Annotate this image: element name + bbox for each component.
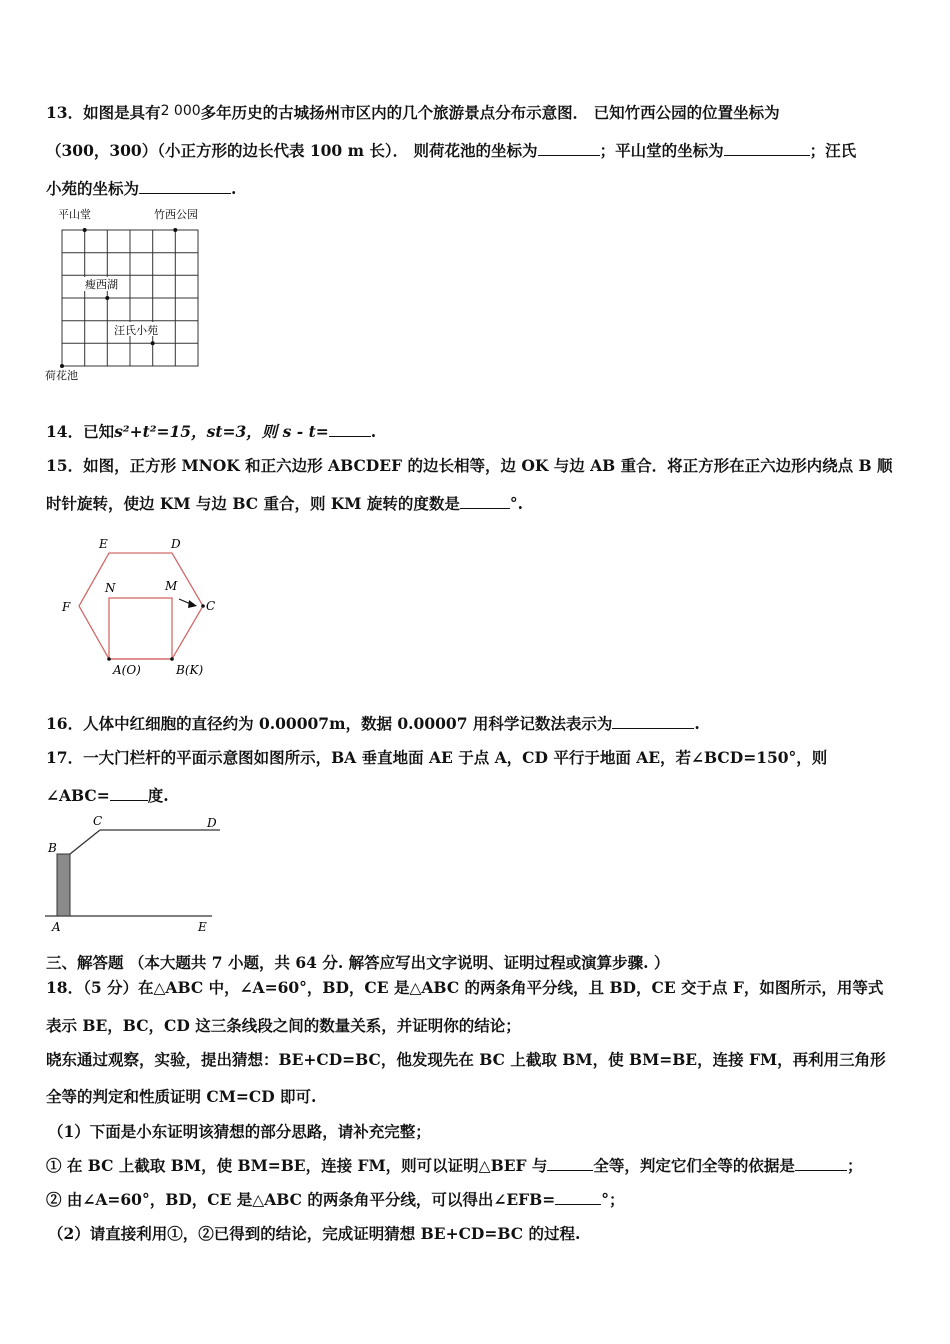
q14-blank[interactable] xyxy=(329,436,371,437)
q17-text-2a: ∠ABC= xyxy=(46,786,110,805)
q17-line1: 17．一大门栏杆的平面示意图如图所示，BA 垂直地面 AE 于点 A，CD 平行于地面 AE，若∠BCD=150°，则 xyxy=(46,748,828,767)
q15-label-C: C xyxy=(206,599,216,613)
q17-blank[interactable] xyxy=(110,800,148,801)
q17-gate-svg xyxy=(40,812,230,936)
q13-point-hehuachi xyxy=(60,364,64,368)
q13-blank-wangshi[interactable] xyxy=(139,193,231,194)
q18-line2: 表示 BE，BC，CD 这三条线段之间的数量关系，并证明你的结论； xyxy=(46,1016,521,1035)
q14-text-a: 14．已知 xyxy=(46,422,115,441)
q13-grid-figure xyxy=(40,204,220,386)
q15-hexagon-figure xyxy=(55,534,235,682)
q18-text-7a: ② 由∠A=60°，BD，CE 是△ABC 的两条角平分线，可以得出∠EFB= xyxy=(46,1190,556,1209)
q15-label-A: A(O) xyxy=(113,663,141,677)
q15-text-2a: 时针旋转，使边 KM 与边 BC 重合，则 KM 旋转的度数是 xyxy=(46,494,460,513)
q15-point-B xyxy=(170,657,174,661)
q13-line3 xyxy=(46,177,236,199)
q18-line6 xyxy=(46,1154,862,1176)
q15-line1: 15．如图，正方形 MNOK 和正六边形 ABCDEF 的边长相等，边 OK 与边 AB 重合．将正方形在正六边形内绕点 B 顺 xyxy=(46,456,893,475)
q15-blank[interactable] xyxy=(460,508,510,509)
q16-text-a: 16．人体中红细胞的直径约为 0.00007m，数据 0.00007 用科学记数法表示为 xyxy=(46,714,613,733)
q15-label-E: E xyxy=(99,537,108,551)
q13-grid-svg xyxy=(40,204,220,386)
q13-text-1b: 多年历史的古城扬州市区内的几个旅游景点分布示意图． 已知竹西公园的位置坐标为 xyxy=(200,103,780,122)
q14-text-b: . xyxy=(370,422,377,441)
q18-blank-congruent[interactable] xyxy=(547,1170,593,1171)
q13-point-shouxihu xyxy=(105,296,109,300)
q13-blank-hehuachi[interactable] xyxy=(538,155,600,156)
q18-text-7b: °； xyxy=(601,1190,625,1209)
q13-label-pingshantang: 平山堂 xyxy=(58,208,91,221)
q15-square xyxy=(109,598,172,659)
q13-label-hehuachi: 荷花池 xyxy=(45,369,78,382)
q14-expression: s²+t²=15，st=3，则 s - t= xyxy=(114,422,329,441)
q17-segment-BC xyxy=(70,830,100,854)
q13-point-wangshi xyxy=(151,341,155,345)
q13-text-3b: . xyxy=(231,179,237,198)
q17-label-D: D xyxy=(207,816,217,830)
q13-line1 xyxy=(46,101,780,123)
q15-label-B: B(K) xyxy=(176,663,204,677)
q13-label-wangshi: 汪氏小苑 xyxy=(114,324,158,337)
q18-blank-basis[interactable] xyxy=(795,1170,847,1171)
q15-label-M: M xyxy=(165,579,178,593)
q13-blank-pingshantang[interactable] xyxy=(724,155,810,156)
q15-arrow-head xyxy=(188,600,197,608)
q17-label-B: B xyxy=(48,841,57,855)
q18-text-6a: ① 在 BC 上截取 BM，使 BM=BE，连接 FM，则可以证明△BEF 与 xyxy=(46,1156,548,1175)
q18-line7 xyxy=(46,1188,625,1210)
q15-point-A xyxy=(107,657,111,661)
q18-blank-angle[interactable] xyxy=(555,1204,601,1205)
q13-label-zhuxi: 竹西公园 xyxy=(154,208,198,221)
q16-line xyxy=(46,712,700,734)
q13-point-zhuxi xyxy=(173,228,177,232)
q17-label-A: A xyxy=(52,920,61,934)
q17-post-BA xyxy=(57,854,70,916)
section3-heading: 三、解答题 （本大题共 7 小题，共 64 分. 解答应写出文字说明、证明过程或演算步骤. ） xyxy=(46,953,670,972)
q13-line2 xyxy=(46,139,856,161)
q15-hexagon xyxy=(79,553,203,659)
q13-text-2b: ；平山堂的坐标为 xyxy=(599,141,724,160)
q17-label-C: C xyxy=(93,814,103,828)
q18-line1: 18．（5 分）在△ABC 中，∠A=60°，BD，CE 是△ABC 的两条角平分线，且 BD，CE 交于点 F，如图所示，用等式 xyxy=(46,978,884,997)
q15-label-D: D xyxy=(171,537,181,551)
q13-grid-lines xyxy=(62,230,198,366)
q15-label-N: N xyxy=(105,581,116,595)
q14-line xyxy=(46,420,376,442)
q13-text-2a: （300，300）（小正方形的边长代表 100 m 长）． 则荷花池的坐标为 xyxy=(46,141,538,160)
q17-gate-figure xyxy=(40,812,230,936)
q18-line5: （1）下面是小东证明该猜想的部分思路，请补充完整； xyxy=(48,1122,431,1141)
q13-number-2000: 2 000 xyxy=(160,103,201,119)
q15-hexagon-svg xyxy=(55,534,235,682)
q13-point-pingshantang xyxy=(83,228,87,232)
q15-text-2b: °. xyxy=(509,494,524,513)
q18-text-6b: 全等，判定它们全等的依据是 xyxy=(593,1156,795,1175)
q18-text-6c: ； xyxy=(846,1156,863,1175)
q15-line2 xyxy=(46,492,523,514)
q13-label-shouxihu: 瘦西湖 xyxy=(85,278,118,291)
q17-text-2b: 度. xyxy=(147,786,169,805)
q13-text-2c: ；汪氏 xyxy=(809,141,857,160)
q17-line2 xyxy=(46,784,169,806)
q13-text-3a: 小苑的坐标为 xyxy=(46,179,140,198)
q13-text-1a: 13．如图是具有 xyxy=(46,103,161,122)
q17-label-E: E xyxy=(198,920,207,934)
q15-point-C xyxy=(201,604,205,608)
q18-line8: （2）请直接利用①，②已得到的结论，完成证明猜想 BE+CD=BC 的过程. xyxy=(48,1224,581,1243)
q15-label-F: F xyxy=(62,600,71,614)
q18-line4: 全等的判定和性质证明 CM=CD 即可. xyxy=(46,1087,317,1106)
q16-blank[interactable] xyxy=(612,728,694,729)
q16-text-b: . xyxy=(694,714,700,733)
q18-line3: 晓东通过观察，实验，提出猜想：BE+CD=BC，他发现先在 BC 上截取 BM，使 BM=BE，连接 FM，再利用三角形 xyxy=(46,1050,886,1069)
